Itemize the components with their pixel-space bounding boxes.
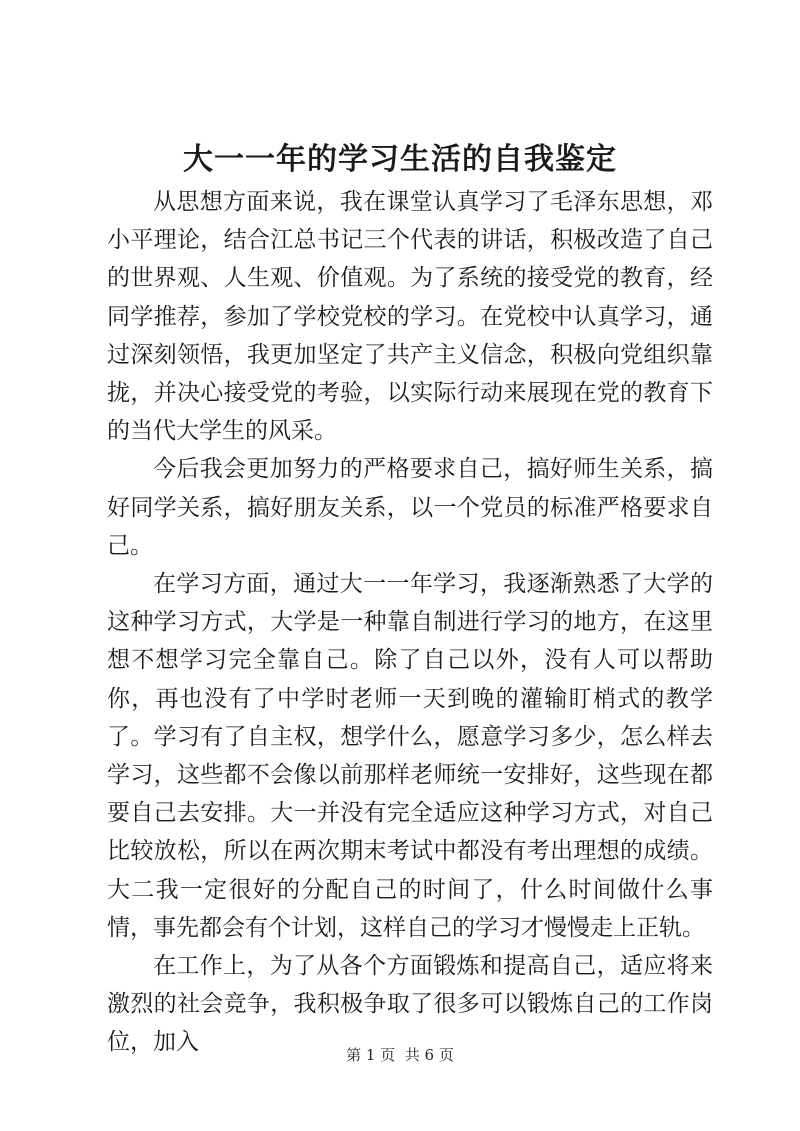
paragraph-relations: 今后我会更加努力的严格要求自己，搞好师生关系，搞好同学关系，搞好朋友关系，以一个党员的标准严格要求自己。 — [107, 456, 713, 559]
document-title: 大一一年的学习生活的自我鉴定 — [183, 142, 617, 177]
paragraph-work: 在工作上，为了从各个方面锻炼和提高自己，适应将来激烈的社会竞争，我积极争取了很多可以锻炼自己的工作岗位，加入 — [107, 953, 713, 1056]
page-footer — [0, 1045, 800, 1065]
page-total: 共 6 页 — [404, 1046, 454, 1064]
paragraph-study: 在学习方面，通过大一一年学习，我逐渐熟悉了大学的这种学习方式，大学是一种靠自制进行学习的地方，在这里想不想学习完全靠自己。除了自己以外，没有人可以帮助你，再也没有了中学时老师一天到晚的灌输盯梢式的教学了。学习有了自主权，想学什么，愿意学习多少，怎么样去学习，这些都不会像以前那样老师统一安排好，这些现在都要自己去安排。大一并没有完全适应这种学习方式，对自己比较放松，所以在两次期末考试中都没有考出理想的成绩。大二我一定很好的分配自己的时间了，什么时间做什么事情，事先都会有个计划，这样自己的学习才慢慢走上正轨。 — [107, 571, 713, 941]
paragraph-ideology: 从思想方面来说，我在课堂认真学习了毛泽东思想，邓小平理论，结合江总书记三个代表的讲话，积极改造了自己的世界观、人生观、价值观。为了系统的接受党的教育，经同学推荐，参加了学校党校的学习。在党校中认真学习，通过深刻领悟，我更加坚定了共产主义信念，积极向党组织靠拢，并决心接受党的考验，以实际行动来展现在党的教育下的当代大学生的风采。 — [107, 189, 713, 445]
page-number: 第 1 页 — [346, 1046, 396, 1064]
document-body — [107, 183, 713, 1062]
footer-spacer — [395, 1046, 405, 1064]
